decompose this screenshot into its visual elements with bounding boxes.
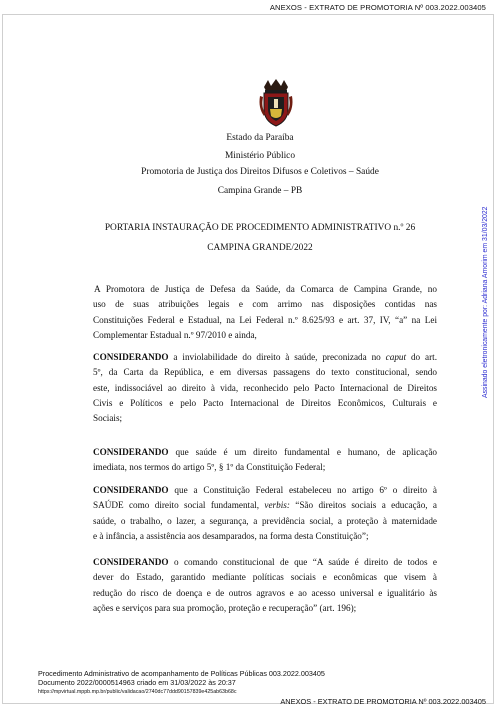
- city-name: Campina Grande – PB: [217, 186, 303, 196]
- intro-paragraph: [93, 282, 437, 343]
- considering-line: CONSIDERANDO que a Constituição Federal estabeleceu no artigo 6º o direito à: [93, 485, 437, 495]
- considering-paragraph-3: [93, 483, 437, 544]
- footer-extract-label: ANEXOS - EXTRATO DE PROMOTORIA Nº 003.2022.003405: [280, 697, 486, 706]
- intro-line: Complementar Estadual n.º 97/2010 e ainda,: [93, 329, 257, 340]
- ministry-name: Ministério Público: [224, 151, 296, 161]
- footer-document: Documento 2022/0000514963 criado em 31/03/2022 às 20:37: [38, 678, 236, 687]
- considering-line: 5º, da Carta da República, e em diversas passagens do texto constitucional, sendo: [93, 367, 437, 378]
- considering-line: este, indissociável ao direito à vida, reconhecido pelo Pacto Internacional de Direitos: [93, 382, 437, 393]
- header-extract-label: ANEXOS - EXTRATO DE PROMOTORIA Nº 003.2022.003405: [269, 3, 486, 12]
- considering-line: imediata, nos termos do artigo 5º, § 1º da Constituição Federal;: [93, 462, 326, 473]
- considering-line: SAÚDE como direito social fundamental, verbis: “São direitos sociais a educação, a: [93, 500, 438, 511]
- considering-line: dever do Estado, garantido mediante políticas sociais e econômicas que visem à: [93, 572, 437, 583]
- considering-line: ações e serviços para sua promoção, proteção e recuperação” (art. 196);: [93, 602, 357, 613]
- considering-line: Sociais;: [93, 413, 123, 424]
- considering-line: Civis e Políticos e pelo Pacto Internacional de Direitos Econômicos, Culturais e: [93, 397, 437, 408]
- considering-line: CONSIDERANDO o comando constitucional de que “A saúde é direito de todos e: [93, 557, 437, 567]
- intro-line: A Promotora de Justiça de Defesa da Saúde, da Comarca de Campina Grande, no: [94, 284, 437, 294]
- electronic-signature-note: Assinado eletronicamente por: Adriana Amorim em 31/03/2022: [482, 206, 489, 398]
- considering-line: CONSIDERANDO a inviolabilidade do direito à saúde, preconizada no caput do art.: [93, 352, 437, 362]
- office-name: Promotoria de Justiça dos Direitos Difusos e Coletivos – Saúde: [141, 167, 379, 177]
- considering-paragraph-4: [93, 555, 437, 616]
- footer-validation-link[interactable]: https://mpvirtual.mppb.mp.br/public/validacao/2740dc77ddd90157839e425ab63b68c: [38, 689, 237, 695]
- considering-keyword: CONSIDERANDO: [93, 352, 169, 362]
- considering-paragraph-2: [93, 445, 437, 476]
- intro-line: Constituições Federal e Estadual, na Lei Federal n.º 8.625/93 e art. 37, IV, “a” na Lei: [93, 314, 437, 325]
- document-title: PORTARIA INSTAURAÇÃO DE PROCEDIMENTO ADMINISTRATIVO n.º 26: [104, 223, 416, 233]
- state-name: Estado da Paraíba: [226, 133, 294, 143]
- considering-line: saúde, o trabalho, o lazer, a segurança, a previdência social, a proteção à maternidade: [93, 515, 437, 526]
- footer-procedure: Procedimento Administrativo de acompanhamento de Políticas Públicas 003.2022.003405: [38, 669, 325, 678]
- considering-line: e à infância, a assistência aos desamparados, na forma desta Constituição”;: [93, 530, 369, 541]
- document-subtitle: CAMPINA GRANDE/2022: [207, 243, 313, 253]
- paraiba-coat-of-arms-icon: [258, 78, 294, 128]
- considering-line: redução do risco de doença e de outros agravos e ao acesso universal e igualitário às: [93, 587, 437, 598]
- considering-line: CONSIDERANDO que saúde é um direito fundamental e humano, de aplicação: [93, 447, 437, 457]
- intro-line: uso de suas atribuições legais e com arrimo nas disposições contidas nas: [93, 299, 437, 310]
- considering-paragraph-1: [93, 350, 437, 426]
